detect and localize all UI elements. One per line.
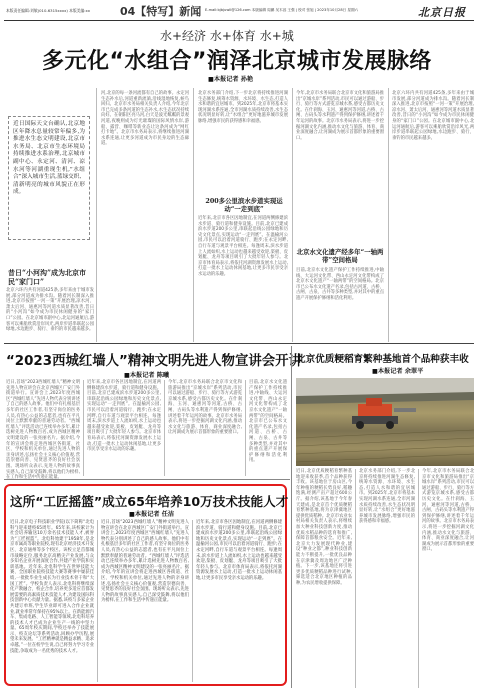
rule-w3 [245, 380, 246, 476]
rule-k1 [97, 520, 98, 682]
rice-title: 北京优质粳稻育繁种基地首个品种获丰收 [296, 354, 469, 365]
rice-text-2: 北京水务部门介绍,下一步北京将持续推进河湖生态修复,统筹水资源、水环境、水生态,打造人水和谐的宜居城市。到2025年,北京市将基本实现河湖水系连通,全市河湖水质持续改善,水生态状况明显好转,让“水组合”更好地滋养城市发展脉络,增强市民的获得感和幸福感。 [359, 469, 415, 525]
rice-byline: ■本报记者 余翠平 [372, 368, 424, 375]
rule-mid [291, 346, 292, 688]
feature-s1-text2: 河,北京的每一条河流都有自己的故事。永定河生态补水后,河道重新流淌,沿线湿地恢复,候鸟回归。北京市水务局相关负责人介绍,今年北京市已完成多条河道的生态补水,水生态状况持续向好。在朝阳区亮马河,白天是波光粼粼的景观河道,夜晚则成为灯光璀璨的国际风情水岸,游船、露营、咖啡等新业态让这条河成为“网红打卡地”。北京市水务局表示,将继续推进河湖水系连通,让更多河道成为市民身边的生态廊道。 [101, 91, 189, 147]
masthead-text: 北京日报 [418, 6, 466, 19]
feature-s1-text: 北京六环内共有河道425条,多年来由于城市发展,部分河道成为排水沟。随着河长制深入推进,北京市按照“一河一策”开展治理,凉水河、萧太后河、通惠河等河道水质显著改善,昔日的“小河沟”如今成为市民休闲健身的“家门口”公园。在北京城市副中心,北运河通航后,游客可以乘船欣赏沿岸风光,两岸步道串联起公园绿地,水边跑步、骑行、垂钓的市民越来越多。 [6, 288, 94, 333]
feature-bottom-rule [4, 343, 474, 344]
rule-w2 [164, 380, 165, 476]
feature-s4-head: 北京水文化遗产经多年“一轴两带”空间格局 [296, 248, 384, 265]
rule-k2 [192, 520, 193, 682]
feature-s2-head: 200多公里滨水步道实现运动“一走到底” [205, 197, 283, 214]
cradle-byline: ■本报记者 任洁 [129, 511, 175, 518]
rule-w1 [83, 380, 84, 476]
feature-s3-text: 今年,北京市水务局联合北京市文化和旅游局推出“京城水岸”系列活动,市民可以通过游船、步行、骑行等方式游览京城水系,感受古都历史文化。在什刹海、玉河、通惠河等河道,古桥、古闸、古码头等水利遗产得到保护修缮,讲述着千年运河的故事。北京市水务局表示,将进一步挖掘河湖文化内涵,推动水文化与旅游、体育、商业深度融合,让河湖成为展示首都形象的重要窗口。 [296, 91, 384, 141]
rule-c2 [193, 88, 194, 342]
header-rule [4, 20, 474, 21]
feature-s5-text: 北京六环内共有河道425条,多年来由于城市发展,部分河道成为排水沟。随着河长制深入推进,北京市按照“一河一策”开展治理,凉水河、萧太后河、通惠河等河道水质显著改善,昔日的“小河沟”如今成为市民休闲健身的“家门口”公园。在北京城市副中心,北运河通航后,游客可以乘船欣赏沿岸风光,两岸步道串联起公园绿地,水边跑步、骑行、垂钓的市民越来越多。 [392, 91, 474, 141]
cradle-text-3: 近年来,北京市各区因地制宜,在河道两侧修建滨水步道、骑行道和健身设施。目前,北京已建成滨水步道200多公里,串联起沿线公园绿地和历史文化景点,实现运动“一走到底”。在温榆河公园,市民可以沿着河道骑行、跑步;在永定河畔,自行车道与观景平台相连。每逢周末,滨水步道上人流如织,水上运动也越来越受欢迎,桨板、皮划艇、龙舟等项目吸引了大批年轻人参与。北京市体育局表示,将依托河湖资源发展水上运动,打造一批水上运动休闲基地,让更多市民享受亲水运动的乐趣。 [196, 520, 282, 581]
wall-bottom-rule [4, 479, 290, 480]
wall-title: “2023西城红墙人”精神文明先进人物宣讲会开讲 [6, 354, 302, 369]
rice-field-photo [296, 378, 474, 466]
feature-s2-pre: 北京水务部门介绍,下一步北京将持续推进河湖生态修复,统筹水资源、水环境、水生态,打造人水和谐的宜居城市。到2025年,北京市将基本实现河湖水系连通,全市河湖水质持续改善,水生态状况明显好转,让“水组合”更好地滋养城市发展脉络,增强市民的获得感和幸福感。 [198, 91, 288, 124]
rice-field-illustration [296, 378, 474, 466]
wall-text-2: 近年来,北京市各区因地制宜,在河道两侧修建滨水步道、骑行道和健身设施。目前,北京已建成滨水步道200多公里,串联起沿线公园绿地和历史文化景点,实现运动“一走到底”。在温榆河公园,市民可以沿着河道骑行、跑步;在永定河畔,自行车道与观景平台相连。每逢周末,滨水步道上人流如织,水上运动也越来越受欢迎,桨板、皮划艇、龙舟等项目吸引了大批年轻人参与。北京市体育局表示,将依托河湖资源发展水上运动,打造一批水上运动休闲基地,让更多市民享受亲水运动的乐趣。 [87, 380, 161, 453]
feature-subtitle: 水+经济 水+体育 水+城 [160, 29, 294, 43]
rice-text-3: 今年,北京市水务局联合北京市文化和旅游局推出“京城水岸”系列活动,市民可以通过游船、步行、骑行等方式游览京城水系,感受古都历史文化。在什刹海、玉河、通惠河等河道,古桥、古闸、古码头等水利遗产得到保护修缮,讲述着千年运河的故事。北京市水务局表示,将进一步挖掘河湖文化内涵,推动水文化与旅游、体育、商业深度融合,让河湖成为展示首都形象的重要窗口。 [422, 469, 474, 553]
cradle-text-1: 近日,北京电子科技职业学院(以下简称“北电科”)迎来建校65周年。65年来,该校累计为社会培养输送10万余名技术技能人才,被誉为“工匠摇篮”。北电科始建于1958年,是北京市属高等职业院校,现有北京经济技术开发区、北京通州等多个校区。该校立足首都城市战略定位,服务北京高精尖产业发展,与众多知名企业开展深度合作,共建产业学院和实训基地。近年来,北电科学生在世界技能大赛、全国职业院校技能大赛等赛事中屡获佳绩,一批批毕业生成长为行业技术骨干和“大国工匠”。学校负责人表示,北电科将继续深化产教融合、校企合作,培养更多适应首都发展需要的高素质技术技能人才,为建设国际科技创新中心贡献力量。据悉,该校与多家企业共建订单班,学生毕业即可进入合作企业就业,就业率常年保持在95%以上。在新能源汽车、集成电路、人工智能等领域,北电科培养的技术人才已成为企业生产一线的中坚力量。65周年校庆期间,学校还举办了技能展示、校友论坛等系列活动,回顾办学历程,展望未来发展。“工匠精神就是精益求精、追求卓越。”一位在校学生说,自己将努力学习专业技能,争取成为一名优秀的技术人才。 [10, 520, 94, 654]
rule-c1 [96, 88, 97, 342]
wall-text-4: 目前,北京水文化遗产保护工作持续推进,中轴线、大运河文化带、西山永定河文化带构成了北京水文化遗产“一轴两带”的空间格局。北京市已公布水文化遗产名录,包括古河道、古桥、古闸、古泉、古井等多种类型,并对其中的重点遗产开展保护修缮和活化利用。 [249, 380, 287, 464]
rule-r2 [418, 469, 419, 688]
header-editor-info: E-mail:bjbjuwll@126.com 本版编辑 周鹏 吴木蕊 王强 | 校对 张旭 | 2023年10月28日 星期六 [205, 8, 359, 12]
rice-text-1: 近日,北京优质粳稻育繁种基地迎来收获季,首个品种获得丰收。该基地位于房山区,今年种植的粳稻长势良好,稻穗饱满,经测产亩产超过600公斤。据介绍,该基地于今年春天建成,是北京首个优质粳稻育繁种基地,将为京津冀地区提供优质稻种。北京市农业农村局相关负责人表示,将继续加大种业科技创新力度,推动优质水稻品种的选育和推广,保障首都粮食安全。近年来,北京大力发展现代种业,建设“种业之都”,种业科技创新能力不断提升,一批优良品种在京津冀及周边地区广泛种植。下一步,该基地还将引进更多优质粳稻品种进行试种,筛选适合北京地区种植的品种,为农民增收提供保障。 [296, 469, 352, 586]
cradle-text-2: 近日,首场“2023西城红墙人”精神文明先进人物宣讲会在北京西城区广安门外街道举行。宣讲会上,2023年度西城区“西城红墙人”先进人物代表分别讲述了自己的感人故事。他们中有扎根基层多年的社区工作者,有坚守岗位的医务人员,有热心公益的志愿者,也有在平凡岗位上默默奉献的普通劳动者。“西城红墙人”评选活动已连续举办多年,累计选树先进人物数百名,成为西城区精神文明建设的一张亮丽名片。据介绍,今年的宣讲会将走进西城区各街道、社区、学校和机关单位,通过先进人物的亲身讲述,弘扬社会主义核心价值观,营造崇德向善、见贤思齐的良好社会氛围。现场听众表示,先进人物的故事真实感人,自己深受鼓舞,将以他们为榜样,在工作和生活中传递正能量。 [101, 520, 189, 604]
wall-text-3: 今年,北京市水务局联合北京市文化和旅游局推出“京城水岸”系列活动,市民可以通过游船、步行、骑行等方式游览京城水系,感受古都历史文化。在什刹海、玉河、通惠河等河道,古桥、古闸、古码头等水利遗产得到保护修缮,讲述着千年运河的故事。北京市水务局表示,将进一步挖掘河湖文化内涵,推动水文化与旅游、体育、商业深度融合,让河湖成为展示首都形象的重要窗口。 [168, 380, 242, 436]
rule-c3 [292, 88, 293, 342]
feature-intro: 近日国际天文台确认,北京地区年降水总量较常年偏多,为推进水生态文明建设,北京市水务局、北京市生态环境局持续推进水系治理,北京城市副中心、永定河、清河、凉水河等河湖重现生机,“水组合”深入城市生活,蓝绿交织、清新明亮的城市风貌正在形成。 [13, 121, 85, 196]
feature-s4-text: 目前,北京水文化遗产保护工作持续推进,中轴线、大运河文化带、西山永定河文化带构成了北京水文化遗产“一轴两带”的空间格局。北京市已公布水文化遗产名录,包括古河道、古桥、古闸、古泉、古井等多种类型,并对其中的重点遗产开展保护修缮和活化利用。 [296, 268, 384, 301]
rule-r1 [355, 469, 356, 688]
header-left-info: 本版责任编辑:刘敏(010-6315xxxx) 本版美编:xx [6, 8, 91, 13]
cradle-title: 这所“工匠摇篮”成立65年培养10万技术技能人才 [10, 494, 289, 509]
feature-s1-head: 昔日“小河沟”成为北京市民“家门口” [8, 268, 87, 286]
feature-intro-box [8, 116, 90, 240]
feature-byline: ■本报记者 孙艳 [208, 76, 254, 83]
wall-text-1: 近日,首场“2023西城红墙人”精神文明先进人物宣讲会在北京西城区广安门外街道举行。宣讲会上,2023年度西城区“西城红墙人”先进人物代表分别讲述了自己的感人故事。他们中有扎根基层多年的社区工作者,有坚守岗位的医务人员,有热心公益的志愿者,也有在平凡岗位上默默奉献的普通劳动者。“西城红墙人”评选活动已连续举办多年,累计选树先进人物数百名,成为西城区精神文明建设的一张亮丽名片。据介绍,今年的宣讲会将走进西城区各街道、社区、学校和机关单位,通过先进人物的亲身讲述,弘扬社会主义核心价值观,营造崇德向善、见贤思齐的良好社会氛围。现场听众表示,先进人物的故事真实感人,自己深受鼓舞,将以他们为榜样,在工作和生活中传递正能量。 [6, 380, 80, 481]
page-label: 04【特写】新闻 [120, 5, 202, 18]
combine-harvester-icon [352, 398, 416, 429]
feature-title: 多元化“水组合”润泽北京城市发展脉络 [42, 49, 432, 74]
masthead-logo [418, 1, 474, 17]
wall-byline: ■本报记者 陈曦 [124, 372, 170, 379]
feature-s2-text: 近年来,北京市各区因地制宜,在河道两侧修建滨水步道、骑行道和健身设施。目前,北京已建成滨水步道200多公里,串联起沿线公园绿地和历史文化景点,实现运动“一走到底”。在温榆河公园,市民可以沿着河道骑行、跑步;在永定河畔,自行车道与观景平台相连。每逢周末,滨水步道上人流如织,水上运动也越来越受欢迎,桨板、皮划艇、龙舟等项目吸引了大批年轻人参与。北京市体育局表示,将依托河湖资源发展水上运动,打造一批水上运动休闲基地,让更多市民享受亲水运动的乐趣。 [198, 216, 288, 277]
rule-c4 [388, 88, 389, 342]
